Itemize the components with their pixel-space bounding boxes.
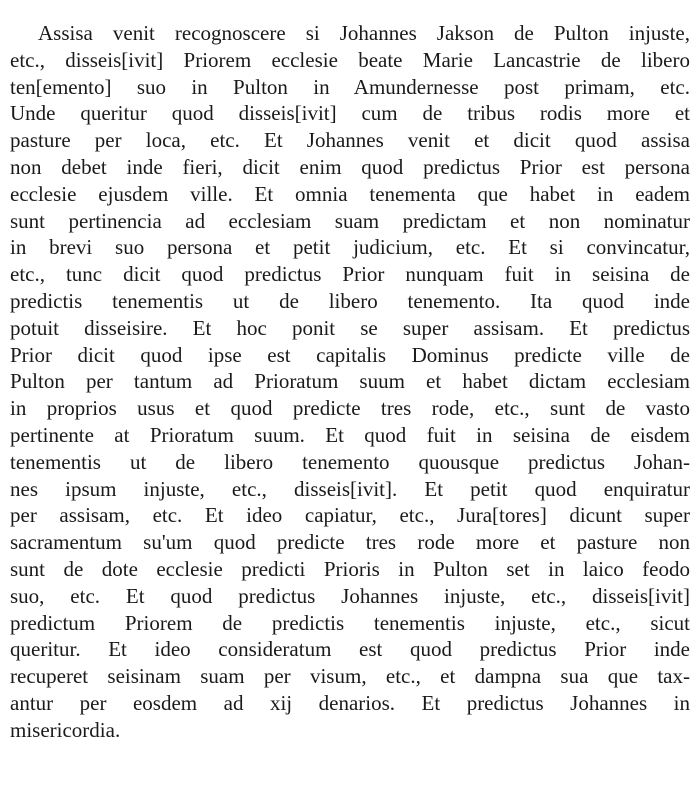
text-line: sunt de dote ecclesie predicti Prioris in Pulton set in laico feodo bbox=[10, 556, 690, 581]
text-line: potuit disseisire. Et hoc ponit se super assisam. Et predictus bbox=[10, 315, 690, 340]
text-line: queritur. Et ideo consideratum est quod predictus Prior inde bbox=[10, 637, 690, 662]
text-line: tenementis ut de libero tenemento quousque predictus Johan- bbox=[10, 449, 690, 474]
text-line: Assisa venit recognoscere si Johannes Jakson de Pulton injuste, bbox=[38, 21, 690, 45]
text-line: pasture per loca, etc. Et Johannes venit et dicit quod assisa bbox=[10, 128, 690, 153]
text-line: Pulton per tantum ad Prioratum suum et habet dictam ecclesiam bbox=[10, 369, 690, 394]
text-line: per assisam, etc. Et ideo capiatur, etc., Jura[tores] dicunt super bbox=[10, 503, 690, 528]
text-line: nes ipsum injuste, etc., disseis[ivit]. Et petit quod enquiratur bbox=[10, 476, 690, 501]
paragraph bbox=[10, 20, 690, 744]
text-line: in brevi suo persona et petit judicium, etc. Et si convincatur, bbox=[10, 235, 690, 260]
text-line: Prior dicit quod ipse est capitalis Dominus predicte ville de bbox=[10, 342, 690, 367]
text-line: predictum Priorem de predictis tenementis injuste, etc., sicut bbox=[10, 610, 690, 635]
text-line: in proprios usus et quod predicte tres rode, etc., sunt de vasto bbox=[10, 396, 690, 421]
text-line: misericordia. bbox=[10, 717, 121, 742]
text-line: suo, etc. Et quod predictus Johannes injuste, etc., disseis[ivit] bbox=[10, 583, 690, 608]
text-line: antur per eosdem ad xij denarios. Et predictus Johannes in bbox=[10, 690, 690, 715]
text-line: sunt pertinencia ad ecclesiam suam predictam et non nominatur bbox=[10, 208, 690, 233]
text-line: Unde queritur quod disseis[ivit] cum de tribus rodis more et bbox=[10, 101, 690, 126]
text-line: pertinente at Prioratum suum. Et quod fuit in seisina de eisdem bbox=[10, 422, 690, 447]
text-line: ten[emento] suo in Pulton in Amundernesse post primam, etc. bbox=[10, 74, 690, 99]
text-line: recuperet seisinam suam per visum, etc., et dampna sua que tax- bbox=[10, 664, 690, 689]
text-line: etc., disseis[ivit] Priorem ecclesie beate Marie Lancastrie de libero bbox=[10, 47, 690, 72]
text-line: non debet inde fieri, dicit enim quod predictus Prior est persona bbox=[10, 154, 690, 179]
text-line: ecclesie ejusdem ville. Et omnia tenementa que habet in eadem bbox=[10, 181, 690, 206]
text-line: sacramentum su'um quod predicte tres rode more et pasture non bbox=[10, 530, 690, 555]
text-line: etc., tunc dicit quod predictus Prior nunquam fuit in seisina de bbox=[10, 262, 690, 287]
text-line: predictis tenementis ut de libero tenemento. Ita quod inde bbox=[10, 288, 690, 313]
